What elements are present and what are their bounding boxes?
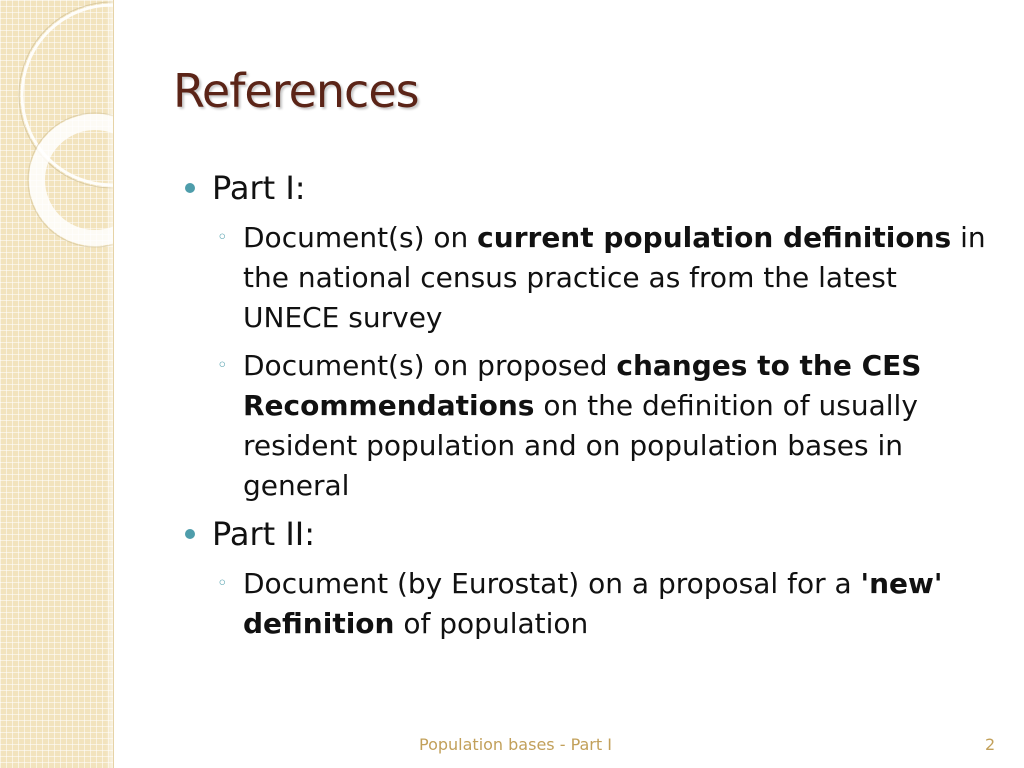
slide-body: [185, 168, 1000, 652]
bullet-item: [185, 168, 1000, 208]
body-text: of population: [394, 607, 589, 640]
sub-bullet-circle-icon: ◦: [217, 573, 228, 594]
body-text: Document (by Eurostat) on a proposal for a: [243, 567, 861, 600]
bullet-dot-icon: [185, 529, 195, 539]
decorative-rings: [0, 0, 113, 320]
bullet-dot-icon: [185, 183, 195, 193]
sidebar-edge: [106, 0, 113, 768]
sub-bullet-circle-icon: ◦: [217, 355, 228, 376]
decorative-sidebar: [0, 0, 114, 768]
emphasized-text: 'new' definition: [243, 567, 943, 640]
sub-bullet-item: [217, 218, 1000, 338]
body-text: Document(s) on: [243, 221, 478, 254]
bullet-label: Part II:: [212, 515, 315, 553]
footer-title: Population bases - Part I: [419, 735, 612, 754]
sub-bullet-item: [217, 346, 1000, 506]
body-text: on the definition of usually resident population and on population bases in general: [243, 389, 918, 502]
emphasized-text: changes to the CES Recommendations: [243, 349, 922, 422]
sub-bullet-circle-icon: ◦: [217, 227, 228, 248]
body-text: in the national census practice as from the latest UNECE survey: [243, 221, 986, 334]
body-text: Document(s) on proposed: [243, 349, 617, 382]
page-number: 2: [985, 735, 996, 754]
slide-title: References: [173, 64, 419, 118]
emphasized-text: current population definitions: [477, 221, 952, 254]
bullet-item: [185, 514, 1000, 554]
bullet-label: Part I:: [212, 169, 306, 207]
sub-bullet-item: [217, 564, 1000, 644]
